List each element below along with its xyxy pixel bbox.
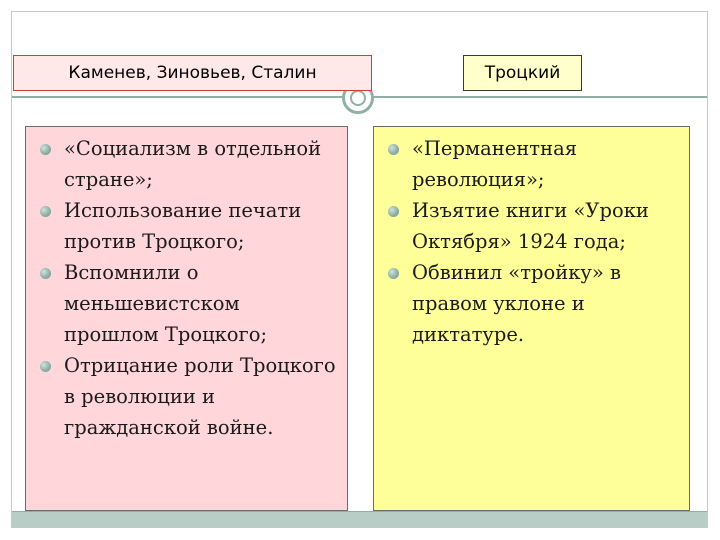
list-item-text: Использование печати против Троцкого; <box>64 199 302 253</box>
right-panel <box>373 126 690 511</box>
list-item <box>382 133 681 195</box>
list-item <box>34 257 339 350</box>
footer-bar <box>12 511 707 528</box>
list-item-text: Изъятие книги «Уроки Октября» 1924 года; <box>412 199 649 253</box>
list-item <box>382 195 681 257</box>
circle-bullet-icon <box>388 268 399 279</box>
right-column-title: Троцкий <box>463 55 582 91</box>
circle-bullet-icon <box>388 144 399 155</box>
list-item <box>382 257 681 350</box>
circle-bullet-icon <box>40 206 51 217</box>
ring-inner <box>350 90 366 106</box>
left-column-title: Каменев, Зиновьев, Сталин <box>13 55 372 91</box>
left-panel <box>25 126 348 511</box>
circle-bullet-icon <box>388 206 399 217</box>
list-item <box>34 195 339 257</box>
list-item-text: Обвинил «тройку» в правом уклоне и диктатуре. <box>412 261 621 346</box>
list-item <box>34 350 339 443</box>
list-item-text: «Социализм в отдельной стране»; <box>64 137 322 191</box>
circle-bullet-icon <box>40 268 51 279</box>
left-bullet-list <box>34 133 339 443</box>
list-item <box>34 133 339 195</box>
list-item-text: Вспомнили о меньшевистском прошлом Троцкого; <box>64 261 268 346</box>
list-item-text: «Перманентная революция»; <box>412 137 577 191</box>
right-bullet-list <box>382 133 681 350</box>
list-item-text: Отрицание роли Троцкого в революции и гражданской войне. <box>64 354 336 439</box>
circle-bullet-icon <box>40 361 51 372</box>
circle-bullet-icon <box>40 144 51 155</box>
